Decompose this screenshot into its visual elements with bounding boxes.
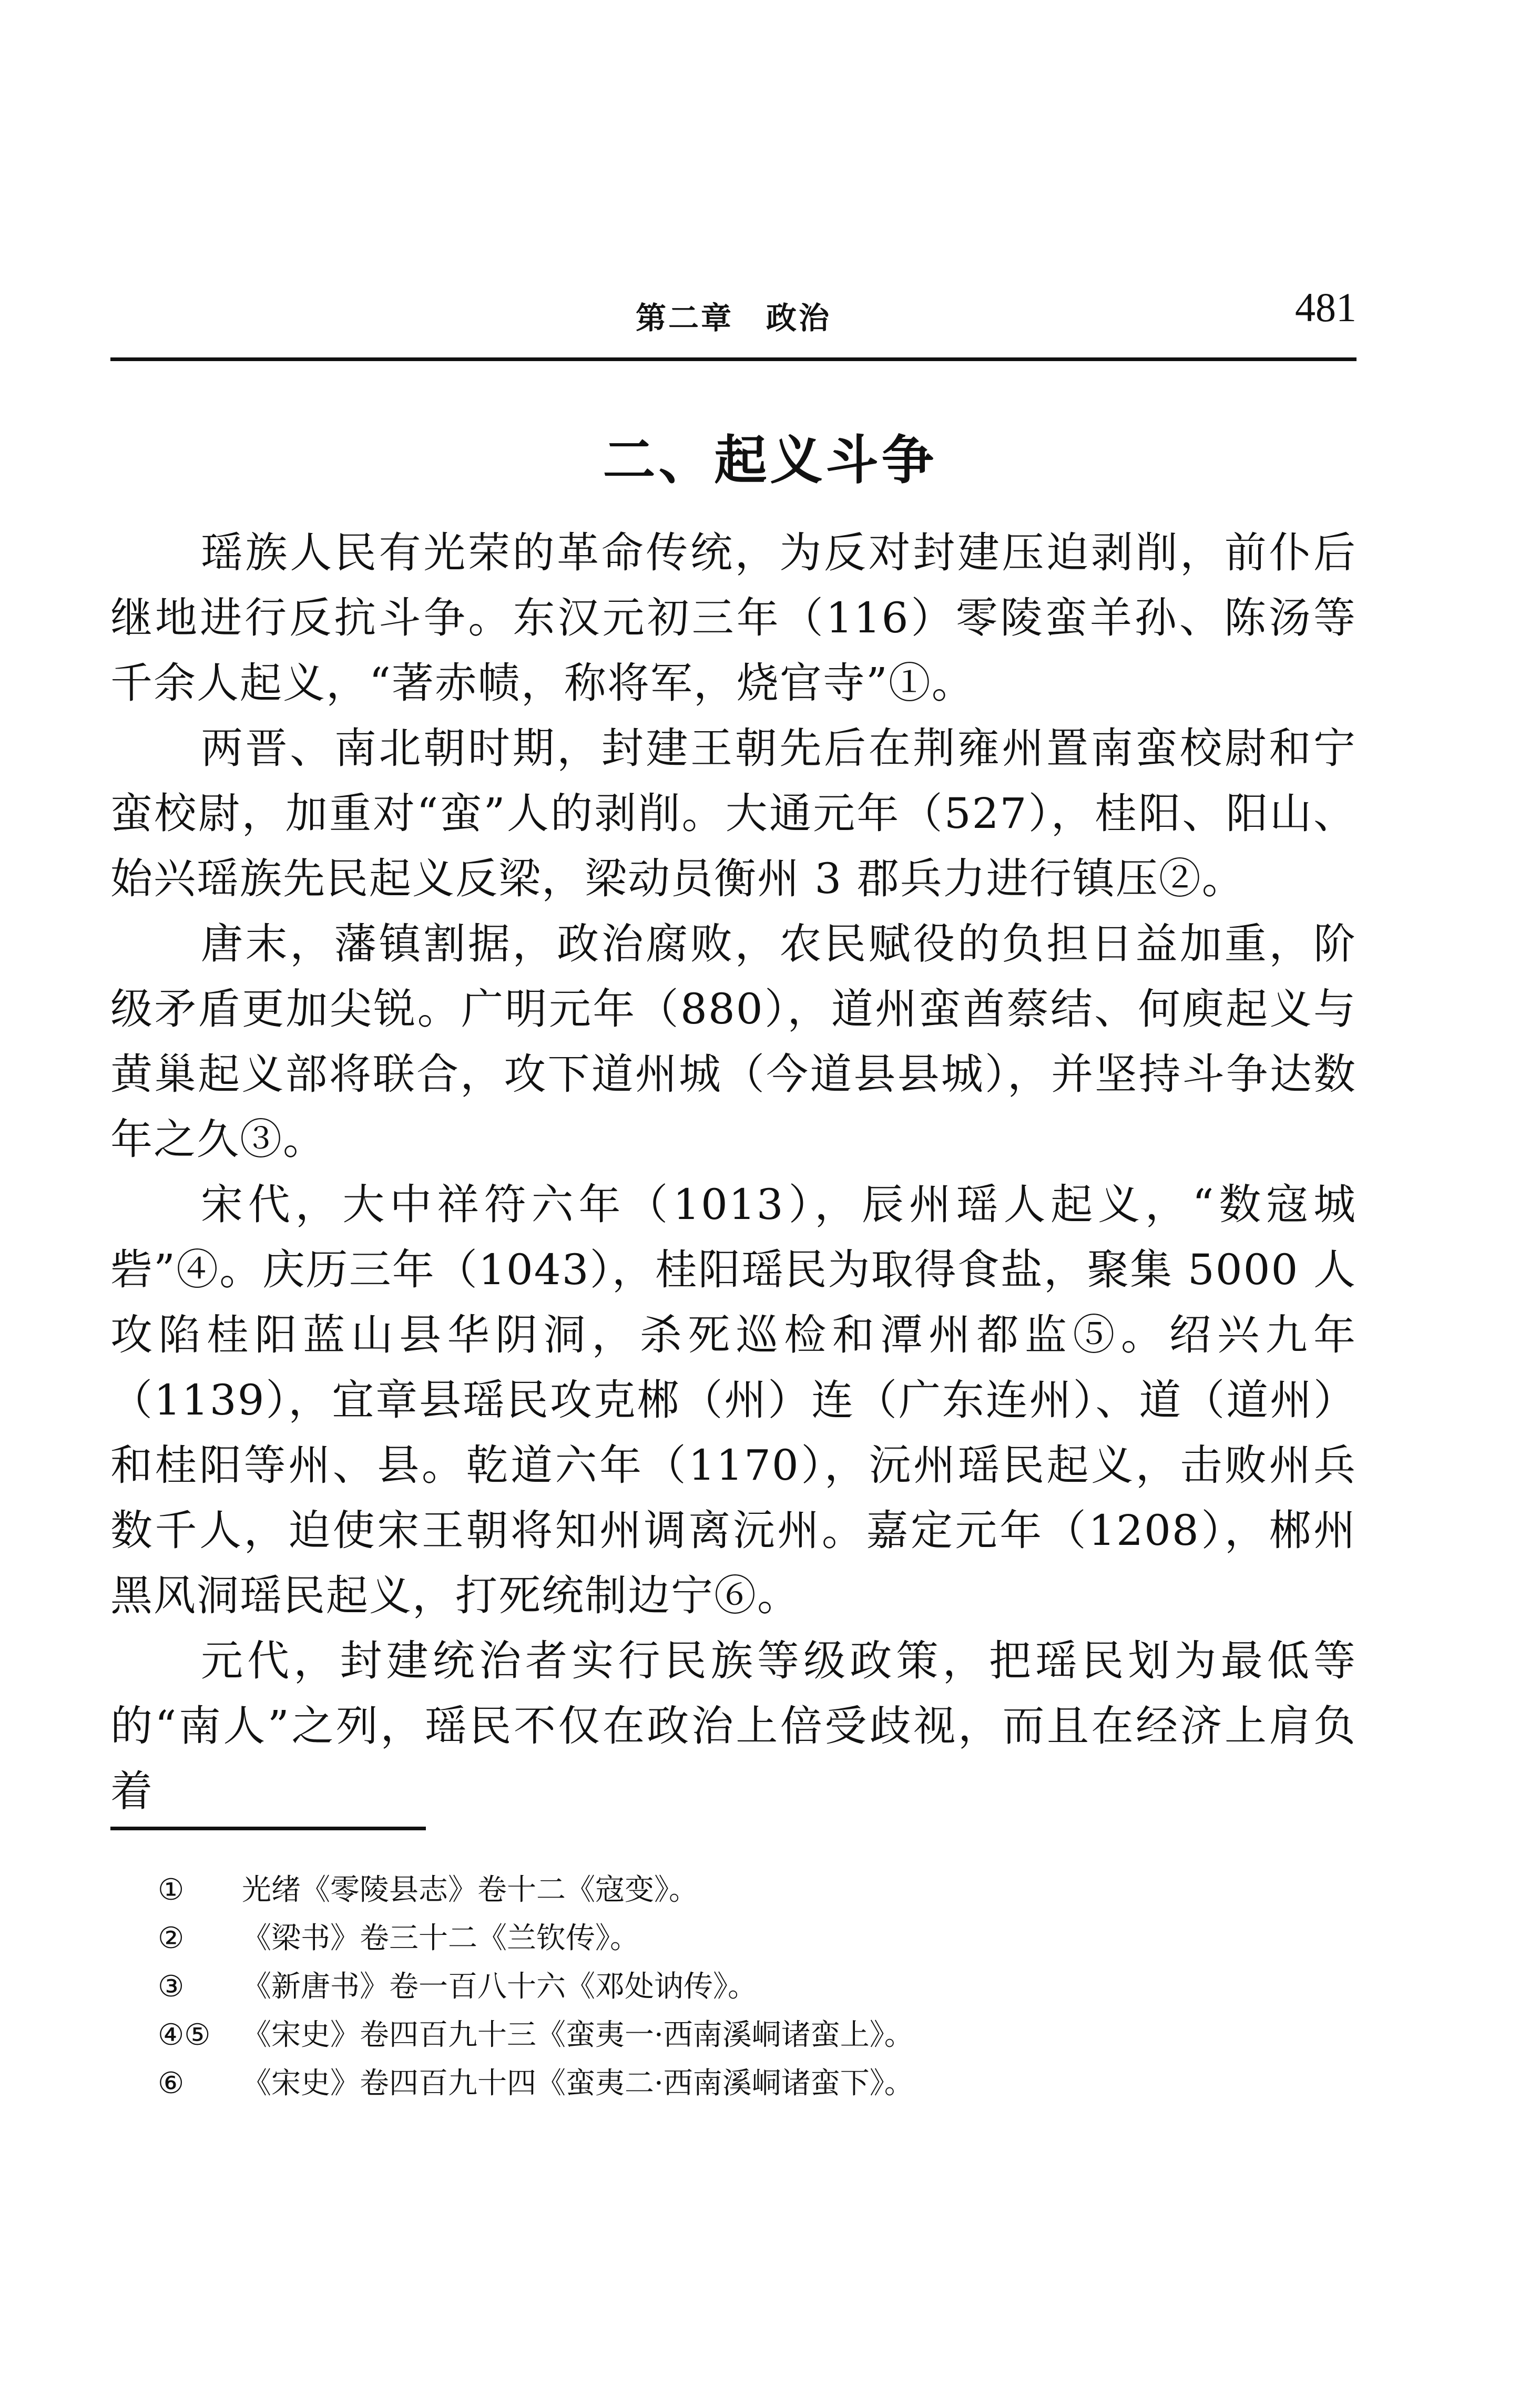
header-rule [110, 357, 1357, 361]
paragraph: 元代，封建统治者实行民族等级政策，把瑶民划为最低等的“南人”之列，瑶民不仅在政治上倍受歧视，而且在经济上肩负着 [110, 1636, 1357, 1816]
paragraph: 唐末，藩镇割据，政治腐败，农民赋役的负担日益加重，阶级矛盾更加尖锐。广明元年（880），道州蛮酋蔡结、何庾起义与黄巢起义部将联合，攻下道州城（今道县县城），并坚持斗争达数年之久③。 [110, 919, 1357, 1164]
body-text [110, 520, 1357, 1824]
section-title: 二、起义斗争 [603, 429, 937, 491]
running-header [110, 284, 1357, 363]
footnote-text: 《宋史》卷四百九十三《蛮夷一·西南溪峒诸蛮上》。 [242, 2018, 914, 2052]
footnote-mark: ③ [158, 1970, 185, 2004]
footnote [158, 2011, 1341, 2059]
footnote-mark: ② [158, 1921, 185, 1955]
footnote [158, 2059, 1341, 2108]
footnote-text: 《新唐书》卷一百八十六《邓处讷传》。 [242, 1970, 757, 2004]
chapter-title: 第二章 政治 [635, 300, 831, 336]
footnote-mark: ① [158, 1873, 185, 1907]
footnote [158, 1914, 1341, 1963]
footnote-list [158, 1866, 1341, 2108]
footnote [158, 1963, 1341, 2011]
paragraph: 两晋、南北朝时期，封建王朝先后在荆雍州置南蛮校尉和宁蛮校尉，加重对“蛮”人的剥削。大通元年（527），桂阳、阳山、始兴瑶族先民起义反梁，梁动员衡州 3 郡兵力进行镇压②。 [110, 724, 1357, 903]
footnote-text: 光绪《零陵县志》卷十二《寇变》。 [242, 1873, 698, 1907]
paragraph: 瑶族人民有光荣的革命传统，为反对封建压迫剥削，前仆后继地进行反抗斗争。东汉元初三年（116）零陵蛮羊孙、陈汤等千余人起义，“著赤帻，称将军，烧官寺”①。 [110, 528, 1357, 708]
footnote-text: 《梁书》卷三十二《兰钦传》。 [242, 1921, 639, 1955]
page-number: 481 [1295, 284, 1357, 330]
footnote [158, 1866, 1341, 1914]
footnote-mark: ④⑤ [158, 2018, 211, 2052]
footnote-text: 《宋史》卷四百九十四《蛮夷二·西南溪峒诸蛮下》。 [242, 2066, 914, 2100]
footnote-mark: ⑥ [158, 2066, 185, 2100]
paragraph: 宋代，大中祥符六年（1013），辰州瑶人起义，“数寇城砦”④。庆历三年（1043），桂阳瑶民为取得食盐，聚集 5000 人攻陷桂阳蓝山县华阴洞，杀死巡检和潭州都监⑤。绍兴九年（1139），宜章县瑶民攻克郴（州）连（广东连州）、道（道州）和桂阳等州、县。乾道六年（1170），沅州瑶民起义，击败州兵数千人，迫使宋王朝将知州调离沅州。嘉定元年（1208），郴州黑风洞瑶民起义，打死统制边宁⑥。 [110, 1180, 1357, 1620]
footnote-rule [110, 1827, 426, 1830]
